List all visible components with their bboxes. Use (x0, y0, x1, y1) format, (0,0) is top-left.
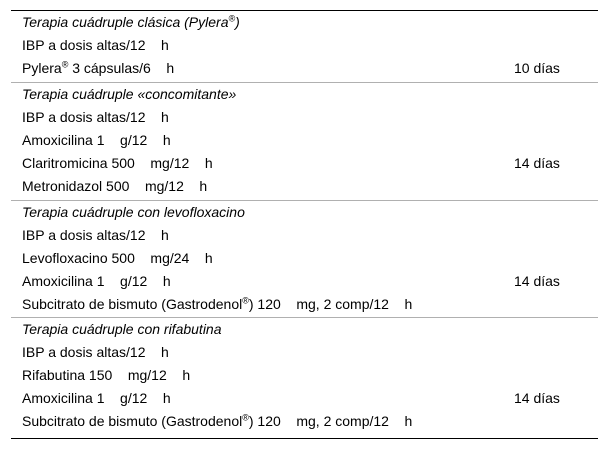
treatment-table (11, 10, 598, 439)
drug-line: Metronidazol 500 mg/12 h (22, 178, 208, 194)
table-row (11, 57, 598, 80)
drug-line: Subcitrato de bismuto (Gastrodenol®) 120 mg, 2 comp/12 h (22, 295, 413, 312)
group-title: Terapia cuádruple «concomitante» (22, 86, 237, 102)
table-row (11, 224, 598, 247)
table-row (11, 175, 598, 198)
group-header (11, 200, 598, 224)
group-title: Terapia cuádruple clásica (Pylera®) (22, 13, 240, 30)
drug-line: Rifabutina 150 mg/12 h (22, 367, 191, 383)
drug-line: Amoxicilina 1 g/12 h (22, 390, 171, 406)
duration: 14 días (514, 155, 560, 171)
table-row (11, 293, 598, 316)
table-row (11, 341, 598, 364)
drug-line: Amoxicilina 1 g/12 h (22, 273, 171, 289)
table-row (11, 387, 598, 410)
group-title: Terapia cuádruple con rifabutina (22, 321, 222, 337)
drug-line: IBP a dosis altas/12 h (22, 37, 169, 53)
table-row (11, 34, 598, 57)
drug-line: Amoxicilina 1 g/12 h (22, 132, 171, 148)
drug-line: IBP a dosis altas/12 h (22, 109, 169, 125)
table-row (11, 364, 598, 387)
duration: 14 días (514, 390, 560, 406)
table-row (11, 270, 598, 293)
group-header (11, 11, 598, 34)
drug-line: Levofloxacino 500 mg/24 h (22, 250, 213, 266)
table-row (11, 410, 598, 433)
drug-line: IBP a dosis altas/12 h (22, 344, 169, 360)
drug-line: Pylera® 3 cápsulas/6 h (22, 59, 175, 76)
duration: 14 días (514, 273, 560, 289)
drug-line: Subcitrato de bismuto (Gastrodenol®) 120 mg, 2 comp/12 h (22, 412, 413, 429)
drug-line: IBP a dosis altas/12 h (22, 227, 169, 243)
table-row (11, 129, 598, 152)
drug-line: Claritromicina 500 mg/12 h (22, 155, 213, 171)
table-row (11, 152, 598, 175)
group-title: Terapia cuádruple con levofloxacino (22, 204, 245, 220)
group-header (11, 317, 598, 341)
group-header (11, 82, 598, 106)
duration: 10 días (514, 60, 560, 76)
table-row (11, 106, 598, 129)
table-row (11, 247, 598, 270)
